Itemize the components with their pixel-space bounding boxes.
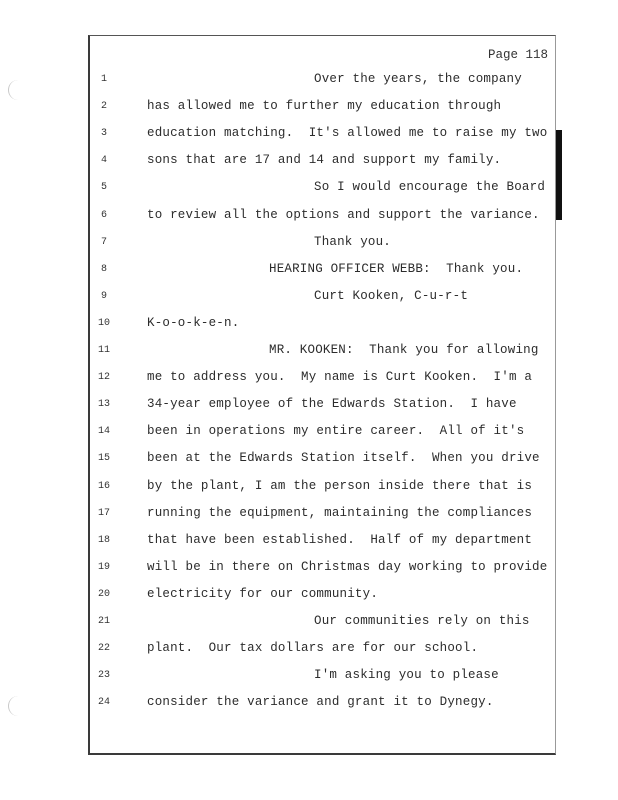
line-number: 23: [97, 670, 110, 682]
line-number: 22: [97, 643, 110, 655]
line-number: 5: [100, 182, 107, 194]
transcript-line: that have been established. Half of my department: [147, 532, 533, 547]
line-number: 4: [100, 155, 107, 167]
line-number: 13: [97, 399, 110, 411]
line-number: 9: [100, 290, 107, 302]
line-number: 18: [97, 534, 110, 546]
punch-hole-bottom: [8, 696, 19, 716]
transcript-line: will be in there on Christmas day working to provide: [147, 559, 548, 574]
transcript-line: been in operations my entire career. All of it's: [147, 424, 525, 439]
line-number: 2: [100, 101, 107, 113]
line-number: 14: [97, 426, 110, 438]
transcript-line: been at the Edwards Station itself. When you drive: [147, 451, 540, 466]
transcript-line: electricity for our community.: [147, 586, 379, 601]
transcript-line: to review all the options and support the variance.: [147, 207, 540, 222]
transcript-line: education matching. It's allowed me to raise my two: [147, 126, 548, 141]
line-number: 17: [97, 507, 110, 519]
line-number: 11: [97, 345, 110, 356]
page-number: Page 118: [487, 48, 548, 62]
line-number: 6: [100, 209, 107, 221]
transcript-line: K-o-o-k-e-n.: [147, 315, 240, 330]
punch-hole-top: [8, 80, 19, 100]
line-number: 16: [97, 480, 110, 492]
line-number: 20: [97, 588, 110, 600]
transcript-line: Thank you.: [314, 234, 392, 249]
transcript-line: by the plant, I am the person inside there that is: [147, 478, 533, 493]
transcript-line: 34-year employee of the Edwards Station. I have: [147, 397, 517, 412]
transcript-line: has allowed me to further my education through: [147, 99, 502, 114]
transcript-line: me to address you. My name is Curt Kooken. I'm a: [147, 370, 533, 385]
page-edge-mark: [556, 130, 562, 220]
line-number: 15: [97, 453, 110, 465]
transcript-line: sons that are 17 and 14 and support my family.: [147, 153, 502, 168]
line-number: 21: [97, 616, 110, 627]
line-number: 1: [100, 74, 107, 85]
transcript-line: Over the years, the company: [314, 72, 522, 86]
line-number: 8: [100, 263, 107, 275]
line-number: 24: [97, 697, 110, 709]
transcript-line: Our communities rely on this: [314, 614, 530, 628]
line-number: 10: [97, 317, 110, 329]
transcript-line: consider the variance and grant it to Dynegy.: [147, 695, 494, 710]
line-number: 7: [100, 236, 107, 248]
transcript-line: So I would encourage the Board: [314, 180, 546, 195]
transcript-line: running the equipment, maintaining the compliances: [147, 505, 533, 520]
transcript-line: I'm asking you to please: [314, 668, 499, 683]
line-number: 12: [97, 372, 110, 384]
transcript-line: Curt Kooken, C-u-r-t: [314, 288, 469, 303]
line-number: 3: [100, 128, 107, 140]
line-number: 19: [97, 561, 110, 573]
transcript-line: HEARING OFFICER WEBB: Thank you.: [269, 261, 524, 276]
transcript-line: plant. Our tax dollars are for our school.: [147, 641, 479, 656]
transcript-line: MR. KOOKEN: Thank you for allowing: [269, 343, 539, 357]
